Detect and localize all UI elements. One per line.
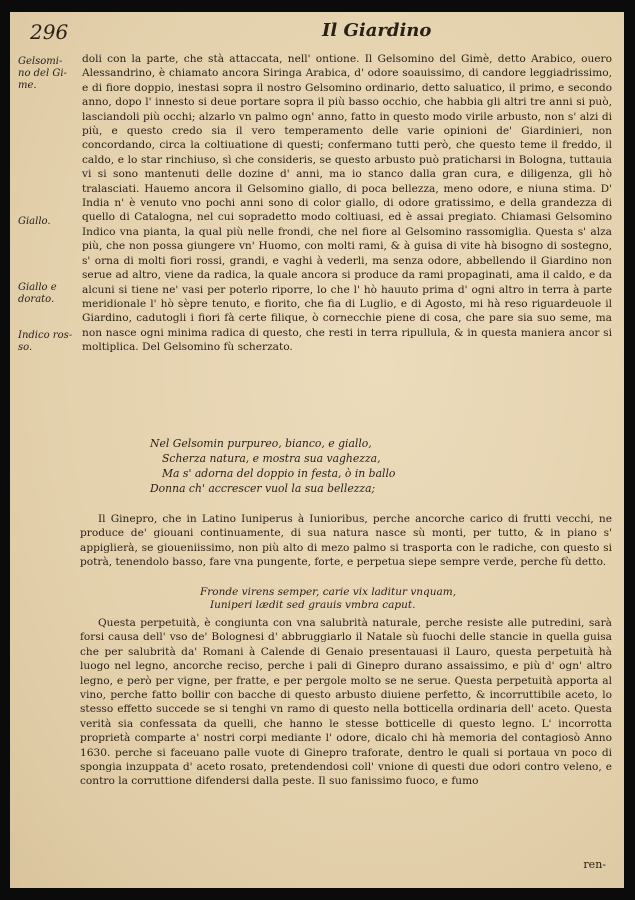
verse-line: Ma s' adorna del doppio in festa, ò in ballo [162,467,396,480]
document-page [10,12,624,888]
quote-iuniperus [200,586,580,612]
verse-line: Nel Gelsomin purpureo, bianco, e giallo, [150,437,372,450]
paragraph-perpetuita: Questa perpetuità, è congiunta con vna salubrità naturale, perche resiste alle putredini, sarà forsi causa dell' vso de' Bolognesi d' abbruggiarlo il Natale sù fuochi delle stancie in quella guisa che per salubrità da' Romani à Calende di Genaio presentauasi il Lauro, questa perpetuità hà luogo nel legno, ancorche reciso, perche i pali di Ginepro durano assaissimo, e più d' ogn' altro legno, e però per vigne, per fratte, e per pergole molto se ne serue. Questa perpetuità apporta al vino, perche fatto bollir con bacche di questo arbusto diuiene perfetto, & incorruttibile aceto, lo stesso effetto succede se si tenghi vn ramo di questo nella botticella ordinaria dell' aceto. Questa verità sia confessata da quelli, che hanno le stesse botticelle di questo legno. L' incorrotta proprietà comparte a' nostri corpi mediante l' odore, dicalo chi hà memoria del contagiosò Anno 1630. perche si faceuano palle vuote di Ginepro traforate, dentro le quali si portaua vn poco di spongia inzuppata d' aceto rosato, pretendendosi coll' vnione di questi due odori contro veleno, e contro la corruttione difendersi dalla peste. Il suo fanissimo fuoco, e fumo [80,617,612,788]
quote-line: Fronde virens semper, carie vix laditur vnquam, [200,586,457,598]
margin-note-gelsomino-gime: Gelsomi- no del Gi- me. [18,56,67,91]
margin-note-giallo-dorato: Giallo e dorato. [18,282,57,305]
margin-note-indico-rosso: Indico ros- so. [18,330,73,353]
catchword: ren- [583,858,606,871]
page-number: 296 [30,20,69,44]
running-title: Il Giardino [322,20,432,41]
quote-line: Iuniperi lædit sed grauis vmbra caput. [210,599,416,611]
page-header [22,20,612,48]
paragraph-ginepro: Il Ginepro, che in Latino Iuniperus à Iunioribus, perche ancorche carico di frutti vecchi, ne produce de' giouani continuamente, di sua natura nasce sù monti, per tutto, & in piano s' appiglierà, se gioueniissimo, non più alto di mezo palmo si trasporta con le radiche, con questo si potrà, tenendolo basso, fare vna pungente, forte, e perpetua siepe sempre verde, perche fù detto. [80,513,612,569]
margin-note-giallo: Giallo. [18,216,51,227]
verse-line: Scherza natura, e mostra sua vaghezza, [162,452,381,465]
verse-line: Donna ch' accrescer vuol la sua bellezza; [150,482,376,495]
paragraph-gelsomino: doli con la parte, che stà attaccata, nell' ontione. Il Gelsomino del Gimè, detto Arabico, ouero Alessandrino, è chiamato ancora Siringa Arabica, d' odore soauissimo, di candore leggiadrissimo, e di fiore doppio, inestasi sopra il nostro Gelsomino ordinario, detto saluatico, il primo, e secondo anno, dopo l' innesto si deue portare sopra il più basso occhio, che habbia gli altri tre anni si può, lasciandoli più occhi; alzarlo vn palmo ogn' anno, fatto in questo modo virile arbusto, non s' alzi di più, e questo credo sia il vero temperamento delle varie opinioni de' Giardinieri, non concordando, circa la coltiuatione di questi; confermano tutti però, che questo teme il freddo, il caldo, e lo star rinchiuso, sì che consideris, se questo arbusto può praticharsi in Bologna, tuttauia vi si sono mantenuti delle dozine d' anni, ma io stanco dalla gran cura, e diligenza, gli hò tralasciati. Hauemo ancora il Gelsomino giallo, di poca bellezza, meno odore, e niuna stima. D' India n' è venuto vno pochi anni sono di color giallo, di odore gratissimo, e della grandezza di quello di Catalogna, nel cui sopradetto modo coltiuasi, ed è assai pregiato. Chiamasi Gelsomino Indico vna pianta, la qual più nelle frondi, che nel fiore al Gelsomino rassomiglia. Questa s' alza più, che non possa giungere vn' Huomo, con molti rami, & à guisa di vite hà bisogno di sostegno, s' orna di molti fiori rossi, grandi, e vaghi à vederli, ma senza odore, abbellendo il Giardino non serue ad altro, viene da radica, la quale ancora si produce da rami propaginati, ama il caldo, e da alcuni si tiene ne' vasi per poterlo riporre, lo che l' hò hauuto prima d' ogni altro in terra à parte meridionale l' hò sèpre tenuto, e fiorito, che fia di Luglio, e di Agosto, mi hà reso riguardeuole il Giardino, cadutogli i fiori fà certe filique, ò cornecchie piene di cosa, che pare sia suo seme, ma non nasce ogni minima radica di questo, che resti in terra ripullula, & in questa maniera ancor si moltiplica. Del Gelsomino fù scherzato. [82,53,612,354]
verse-gelsomino [150,436,550,496]
